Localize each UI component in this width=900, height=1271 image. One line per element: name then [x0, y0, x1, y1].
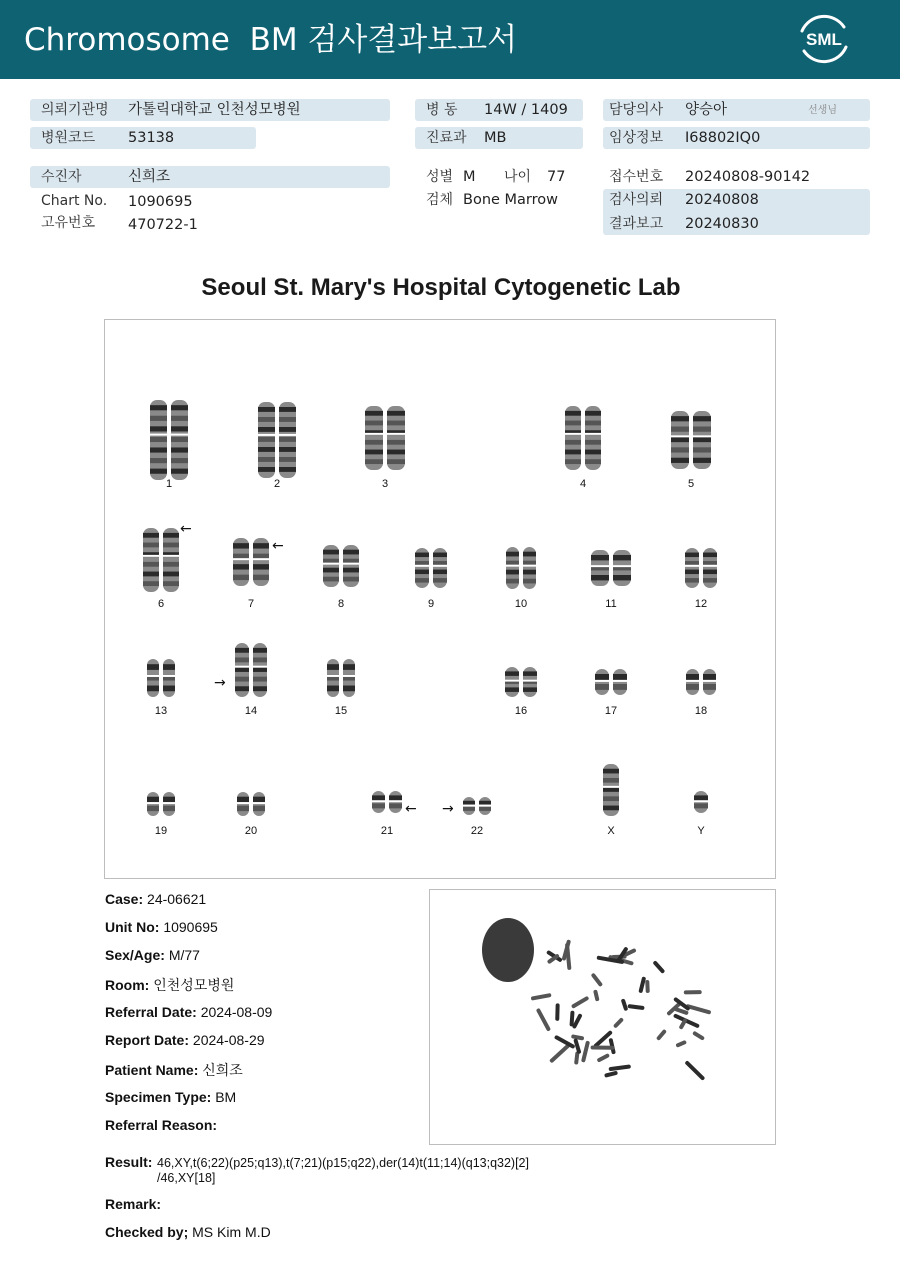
chromosome-pair-6	[141, 526, 181, 594]
chromosome-pair-20	[235, 790, 267, 818]
arrow-chr14: →	[214, 675, 226, 691]
doctor-suffix: 선생님	[808, 105, 837, 116]
report-date-label: Report Date:	[105, 1032, 190, 1048]
referral-date-label: Referral Date:	[105, 1004, 197, 1020]
chromosome-label-6: 6	[157, 598, 165, 610]
room-value: 인천성모병원	[153, 977, 235, 993]
room-row	[105, 975, 234, 995]
metaphase-chromosome	[684, 1060, 705, 1081]
unit-label: Unit No:	[105, 919, 160, 935]
chromosome-pair-Y	[692, 789, 710, 815]
sexage-row	[105, 947, 200, 963]
chromosome-pair-9	[413, 546, 449, 590]
department-value: MB	[484, 130, 507, 146]
metaphase-chromosome	[684, 990, 702, 994]
chromosome-pair-5	[669, 409, 713, 471]
receipt-no-value: 20240808-90142	[685, 169, 811, 185]
metaphase-chromosome	[571, 996, 590, 1009]
specimen-type-value: BM	[215, 1089, 237, 1105]
patient-value: 신희조	[128, 169, 171, 185]
chromosome-label-21: 21	[380, 825, 394, 837]
institution-value: 가톨릭대학교 인천성모병원	[128, 102, 301, 118]
chromosome-label-1: 1	[165, 478, 173, 490]
room-label: Room:	[105, 977, 150, 993]
chromosome-pair-10	[504, 545, 538, 591]
metaphase-chromosome	[591, 973, 604, 988]
chromosome-label-5: 5	[687, 478, 695, 490]
metaphase-chromosome	[652, 960, 665, 974]
chromosome-pair-8	[321, 543, 361, 589]
interphase-nucleus	[482, 918, 534, 982]
chart-no-value: 1090695	[128, 194, 193, 210]
chromosome-pair-X	[601, 762, 621, 818]
chromosome-pair-13	[145, 657, 177, 699]
chromosome-pair-1	[148, 398, 190, 482]
age-label: 나이	[504, 169, 532, 185]
result-line-2: /46,XY[18]	[157, 1171, 216, 1185]
chromosome-label-17: 17	[604, 705, 618, 717]
chromosome-label-11: 11	[605, 598, 617, 610]
metaphase-chromosome	[675, 1040, 687, 1048]
sml-logo	[796, 13, 852, 65]
receipt-no-label: 접수번호	[609, 169, 664, 185]
sexage-value: M/77	[168, 947, 200, 963]
checked-value: MS Kim M.D	[192, 1224, 271, 1240]
chromosome-label-2: 2	[273, 478, 281, 490]
result-text	[157, 1156, 529, 1186]
report-date-row	[105, 1032, 265, 1048]
hospital-code-value: 53138	[128, 130, 175, 146]
arrow-chr6: ←	[180, 521, 192, 537]
metaphase-chromosome	[531, 993, 552, 1001]
doctor-label: 담당의사	[609, 102, 664, 118]
chromosome-label-20: 20	[244, 825, 258, 837]
specimen-label: 검체	[426, 192, 454, 208]
sex-value: M	[463, 169, 476, 185]
metaphase-chromosome	[596, 1053, 610, 1063]
age-value: 77	[547, 169, 566, 185]
metaphase-chromosome	[536, 1008, 551, 1032]
unit-row	[105, 919, 218, 935]
chromosome-pair-2	[256, 400, 298, 480]
logo-text: SML	[806, 30, 842, 49]
metaphase-chromosome	[609, 1064, 632, 1071]
chromosome-pair-19	[145, 790, 177, 818]
arrow-chr22: →	[442, 801, 454, 817]
institution-label: 의뢰기관명	[41, 102, 109, 118]
metaphase-chromosome	[627, 1004, 644, 1010]
unit-value: 1090695	[163, 919, 218, 935]
chromosome-label-X: X	[607, 825, 615, 837]
metaphase-chromosome	[591, 1046, 615, 1050]
referral-date-value: 2024-08-09	[200, 1004, 273, 1020]
chromosome-label-8: 8	[337, 598, 345, 610]
chromosome-label-4: 4	[579, 478, 587, 490]
chart-no-label: Chart No.	[41, 193, 108, 209]
sexage-label: Sex/Age:	[105, 947, 165, 963]
remark-label: Remark:	[105, 1196, 162, 1212]
metaphase-chromosome	[656, 1029, 667, 1041]
patient-name-value: 신희조	[202, 1062, 243, 1078]
chromosome-pair-4	[563, 404, 603, 472]
chromosome-label-22: 22	[470, 825, 484, 837]
chromosome-pair-3	[363, 404, 407, 472]
specimen-type-label: Specimen Type:	[105, 1089, 212, 1105]
doctor-value: 양승아	[685, 102, 728, 118]
chromosome-label-10: 10	[514, 598, 528, 610]
result-report-value: 20240830	[685, 216, 759, 232]
unique-no-label: 고유번호	[41, 215, 96, 231]
chromosome-pair-21	[370, 789, 404, 815]
test-request-label: 검사의뢰	[609, 192, 664, 208]
arrow-chr7: ←	[272, 538, 284, 554]
result-report-label: 결과보고	[609, 216, 664, 232]
chromosome-pair-17	[593, 667, 629, 697]
case-value: 24-06621	[147, 891, 207, 907]
case-label: Case:	[105, 891, 144, 907]
chromosome-label-19: 19	[154, 825, 168, 837]
chromosome-label-12: 12	[694, 598, 708, 610]
chromosome-pair-11	[589, 548, 633, 588]
specimen-value: Bone Marrow	[463, 192, 559, 208]
result-label: Result:	[105, 1154, 153, 1170]
test-request-value: 20240808	[685, 192, 759, 208]
referral-reason-label: Referral Reason:	[105, 1117, 218, 1133]
hospital-code-label: 병원코드	[41, 130, 96, 146]
ward-label: 병 동	[426, 102, 458, 118]
metaphase-chromosome	[555, 1003, 559, 1021]
metaphase-spread-image	[429, 889, 776, 1145]
chromosome-pair-16	[503, 665, 539, 699]
remark-row	[105, 1196, 161, 1212]
sex-label: 성별	[426, 169, 454, 185]
referral-reason-row	[105, 1117, 217, 1133]
metaphase-chromosome	[621, 998, 629, 1011]
metaphase-chromosome	[613, 1017, 624, 1028]
metaphase-chromosome	[593, 989, 600, 1001]
chromosome-label-Y: Y	[697, 825, 705, 837]
metaphase-chromosome	[571, 1034, 584, 1040]
chromosome-label-14: 14	[244, 705, 258, 717]
metaphase-chromosome	[604, 1071, 618, 1078]
chromosome-pair-14	[233, 641, 269, 699]
chromosome-label-3: 3	[381, 478, 389, 490]
unique-no-value: 470722-1	[128, 217, 198, 233]
clinical-info-value: I68802IQ0	[685, 130, 761, 146]
report-date-value: 2024-08-29	[192, 1032, 265, 1048]
lab-title: Seoul St. Mary's Hospital Cytogenetic Lab	[201, 274, 681, 301]
chromosome-pair-15	[325, 657, 357, 699]
chromosome-label-7: 7	[247, 598, 255, 610]
chromosome-pair-18	[684, 667, 718, 697]
metaphase-chromosome	[581, 1040, 590, 1062]
chromosome-label-9: 9	[427, 598, 435, 610]
specimen-type-row	[105, 1089, 236, 1105]
arrow-chr21: ←	[405, 801, 417, 817]
metaphase-chromosome	[638, 976, 646, 993]
karyotype-panel	[104, 319, 776, 879]
chromosome-pair-12	[683, 546, 719, 590]
chromosome-label-18: 18	[694, 705, 708, 717]
metaphase-chromosome	[692, 1031, 705, 1041]
report-header	[0, 0, 900, 79]
result-row	[105, 1154, 152, 1170]
referral-date-row	[105, 1004, 272, 1020]
metaphase-chromosome	[549, 1043, 571, 1064]
chromosome-label-15: 15	[334, 705, 348, 717]
checked-label: Checked by;	[105, 1224, 189, 1240]
chromosome-label-16: 16	[514, 705, 528, 717]
clinical-info-label: 임상정보	[609, 130, 664, 146]
patient-label: 수진자	[41, 169, 82, 185]
department-label: 진료과	[426, 130, 467, 146]
chromosome-label-13: 13	[154, 705, 168, 717]
case-row	[105, 891, 206, 907]
metaphase-chromosome	[645, 980, 650, 993]
chromosome-pair-22	[461, 795, 493, 817]
checked-row	[105, 1224, 271, 1240]
chromosome-pair-7	[231, 536, 271, 588]
patient-pill	[30, 166, 390, 188]
result-line-1: 46,XY,t(6;22)(p25;q13),t(7;21)(p15;q22),der(14)t(11;14)(q13;q32)[2]	[157, 1156, 529, 1170]
patient-name-label: Patient Name:	[105, 1062, 199, 1078]
ward-value: 14W / 1409	[484, 102, 568, 118]
report-title: Chromosome BM 검사결과보고서	[24, 22, 518, 58]
patient-name-row	[105, 1060, 243, 1080]
